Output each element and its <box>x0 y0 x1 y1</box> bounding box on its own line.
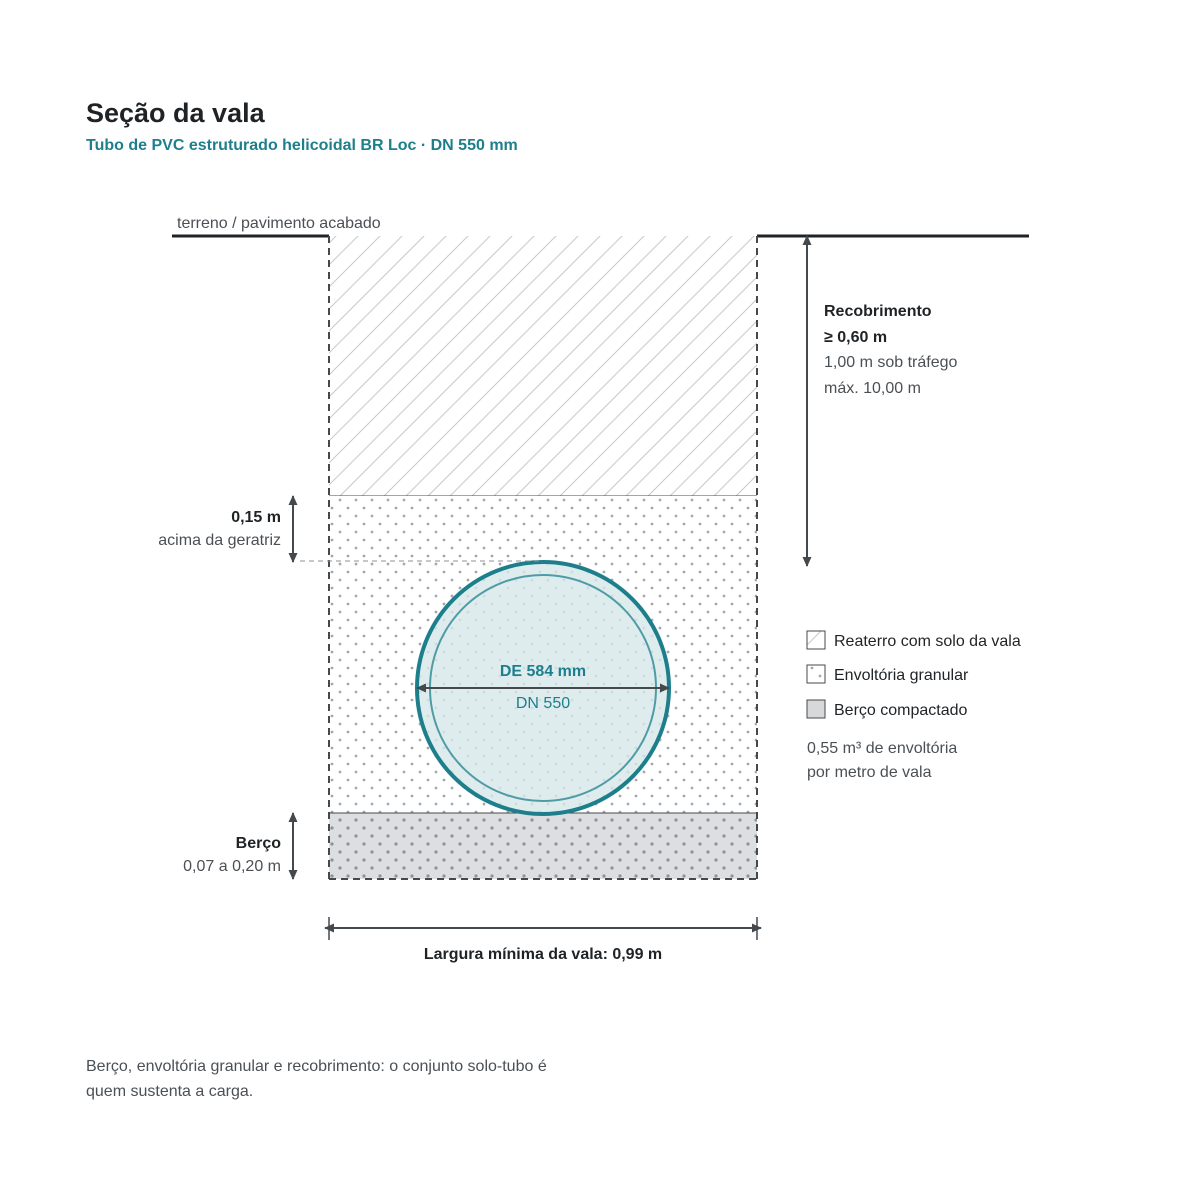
legend-label-bedding: Berço compactado <box>834 702 968 719</box>
width-label: Largura mínima da vala: 0,99 m <box>423 946 663 963</box>
pipe-nominal-diameter: DN 550 <box>515 695 571 712</box>
cover-maximum: máx. 10,00 m <box>824 380 921 397</box>
legend-volume-line2: por metro de vala <box>807 764 932 781</box>
legend-label-embedment: Envoltória granular <box>834 667 969 684</box>
legend <box>807 631 1021 781</box>
legend-swatch-backfill <box>807 631 825 649</box>
legend-swatch-embedment <box>807 665 825 683</box>
footnote-line1: Berço, envoltória granular e recobrimento: o conjunto solo-tubo é <box>86 1058 547 1075</box>
backfill-zone <box>329 236 757 496</box>
cover-title: Recobrimento <box>824 303 932 320</box>
legend-volume-line1: 0,55 m³ de envoltória <box>807 740 958 757</box>
cover-traffic: 1,00 m sob tráfego <box>824 354 958 371</box>
cover-minimum: ≥ 0,60 m <box>824 329 888 346</box>
page-subtitle: Tubo de PVC estruturado helicoidal BR Loc · DN 550 mm <box>86 137 518 154</box>
legend-label-backfill: Reaterro com solo da vala <box>834 633 1021 650</box>
bedding-range: 0,07 a 0,20 m <box>183 858 281 875</box>
above-crown-desc: acima da geratriz <box>158 532 281 549</box>
page-title: Seção da vala <box>86 98 265 128</box>
pipe-outer-diameter: DE 584 mm <box>499 663 587 680</box>
footnote-line2: quem sustenta a carga. <box>86 1083 254 1100</box>
ground-label: terreno / pavimento acabado <box>177 215 381 232</box>
above-crown-value: 0,15 m <box>231 509 281 526</box>
bedding-pattern <box>329 813 757 879</box>
legend-swatch-bedding <box>807 700 825 718</box>
bedding-title: Berço <box>235 835 281 852</box>
